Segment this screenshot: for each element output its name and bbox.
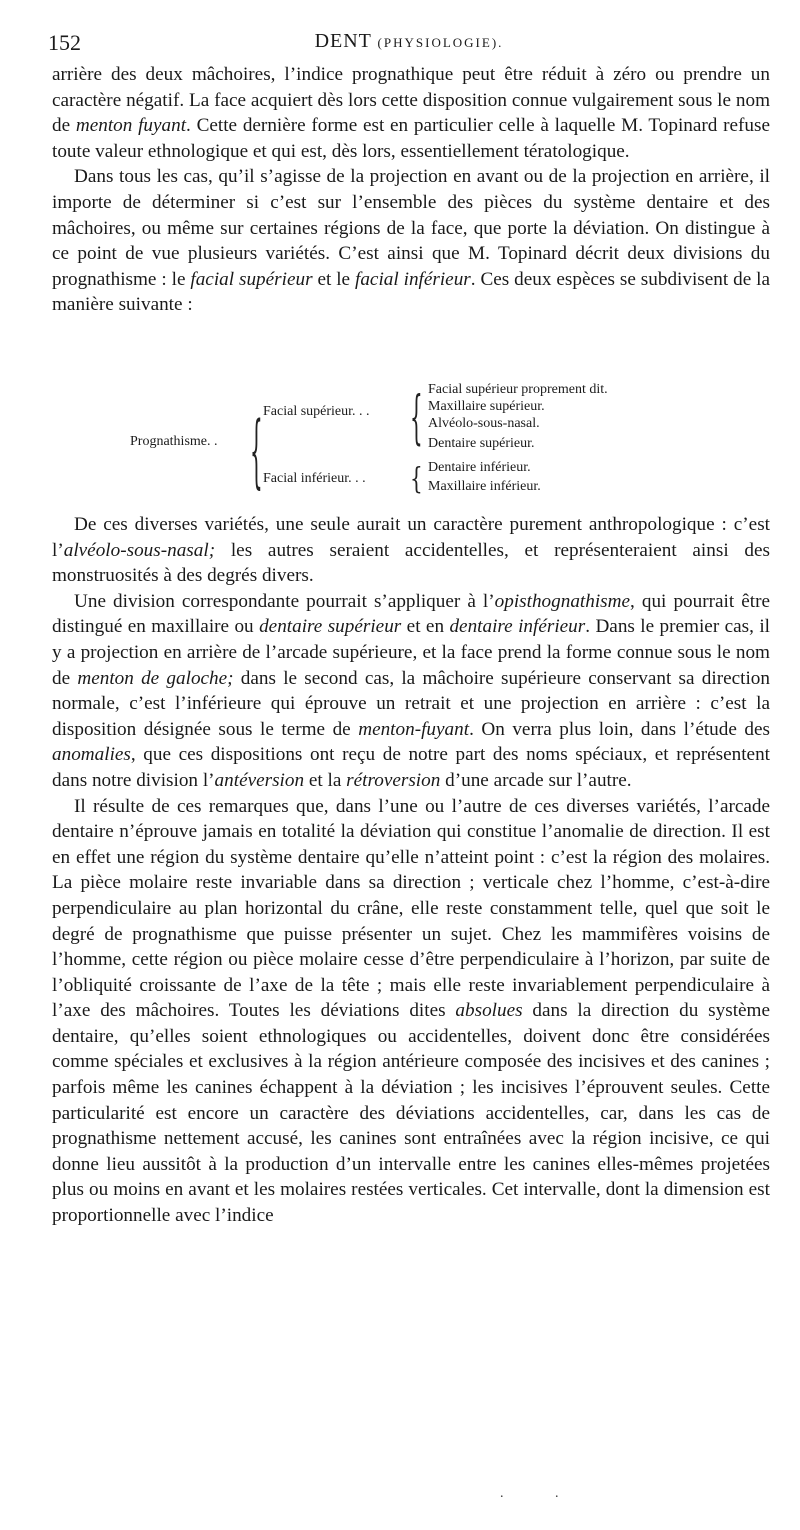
paragraph-2 (52, 164, 770, 318)
text-block-bottom (52, 512, 770, 1229)
page-number: 152 (48, 30, 81, 55)
classification-lower-item-2: Maxillaire inférieur. (428, 479, 541, 494)
classification-upper-label: Facial supérieur. . . (263, 404, 370, 419)
text-run: arrière des deux mâchoires, l’indice prognathique peut être réduit à zéro ou prendre un caractère négatif. La face acquiert dès lors cette disposition connue vulgairement sous le nom de (52, 64, 770, 137)
text-run: . Ces deux espèces se subdivisent de la manière suivante : (52, 268, 771, 316)
italic-term: alvéolo-sous-nasal; (63, 539, 216, 561)
text-run: dans le second cas, la mâchoire supérieure conservant sa direction normale, c’est l’inférieure qui éprouve un retrait et une projection en arrière : c’est la disposition désignée sous le terme de (52, 667, 770, 740)
text-run: . On verra plus loin, dans l’étude des (469, 718, 770, 740)
italic-term: rétroversion (346, 769, 441, 791)
italic-term: dentaire supérieur (259, 616, 402, 638)
text-run: d’une arcade sur l’autre. (440, 769, 632, 791)
paragraph-4 (52, 589, 770, 794)
italic-term: menton de galoche; (77, 667, 234, 689)
brace-lower: { (410, 460, 423, 496)
footer-marks: . . (500, 1486, 583, 1501)
text-run: Une division correspondante pourrait s’appliquer à l’ (74, 590, 495, 612)
text-run: les autres seraient accidentelles, et représenteraient ainsi des monstruosités à des degrés divers. (52, 539, 770, 587)
paragraph-5 (52, 794, 770, 1229)
running-head (48, 30, 770, 53)
running-head-title: DENT (314, 30, 372, 52)
text-run: Dans tous les cas, qu’il s’agisse de la projection en avant ou de la projection en arrière, il importe de déterminer si c’est sur l’ensemble des pièces du système dentaire et des mâchoires, ou même sur certaines régions de la face, que porte la déviation. On distingue à ce point de vue plusieurs variétés. C’est ainsi que M. Topinard décrit deux divisions du prognathisme : le (52, 166, 770, 290)
text-run: . Dans le premier cas, il y a projection en arrière de l’arcade supérieure, et la face prend la forme connue sous le nom de (52, 616, 770, 689)
paragraph-1 (52, 62, 770, 164)
italic-term: dentaire inférieur (449, 616, 586, 638)
text-run: et en (401, 616, 450, 638)
italic-term: facial inférieur (355, 268, 471, 290)
classification-lower-label: Facial inférieur. . . (263, 471, 366, 486)
text-run: , qui pourrait être distingué en maxillaire ou (52, 590, 770, 638)
page-header (48, 30, 770, 58)
text-run: Il résulte de ces remarques que, dans l’une ou l’autre de ces diverses variétés, l’arcade dentaire n’éprouve jamais en totalité la déviation qui constitue l’anomalie de direction. Il est en effet une région du système dentaire qu’elle n’atteint point : c’est la région des molaires. La pièce molaire reste invariable dans sa direction ; verticale chez l’homme, c’est-à-dire perpendiculaire au plan horizontal du crâne, elle reste constamment telle, quel que soit le degré de prognathisme que puisse présenter un sujet. Chez les mammifères voisins de l’homme, cette région ou pièce molaire cesse d’être perpendiculaire à l’horizon, par suite de l’obliquité croissante de l’axe de la tête ; mais elle reste invariablement perpendiculaire à l’axe des mâchoires. Toutes les déviations dites (52, 795, 770, 1022)
italic-term: absolues (455, 1000, 523, 1022)
classification-scheme (0, 378, 800, 500)
text-block-top (52, 62, 770, 318)
brace-root: { (250, 402, 263, 498)
text-run: dans la direction du système dentaire, qu’elles soient ethnologiques ou accidentelles, doivent donc être considérées comme spéciales et exclusives à la région antérieure composée des incisives et des canines ; parfois même les canines échappent à la déviation ; les incisives l’éprouvent seules. Cette particularité est encore un caractère des déviations accidentelles, car, dans les cas de prognathisme nettement accusé, les canines sont entraînées avec la région incisive, ce qui donne lieu aussitôt à la production d’un intervalle entre les canines elles-mêmes projetées plus ou moins en avant et les molaires restées verticales. Cet intervalle, dont la dimension est proportionnelle avec l’indice (52, 1000, 771, 1227)
classification-upper-item-4: Dentaire supérieur. (428, 436, 535, 451)
paragraph-3 (52, 512, 770, 589)
classification-root: Prognathisme. . (130, 434, 218, 449)
classification-upper-item-2: Maxillaire supérieur. (428, 399, 545, 414)
text-run: et la (304, 769, 347, 791)
running-head-subtitle: (PHYSIOLOGIE). (377, 35, 504, 50)
italic-term: antéversion (214, 769, 305, 791)
italic-term: facial supérieur (190, 268, 313, 290)
classification-upper-item-1: Facial supérieur proprement dit. (428, 382, 608, 397)
italic-term: anomalies (52, 744, 131, 766)
text-run: . Cette dernière forme est en particulier celle à laquelle M. Topinard refuse toute valeur ethnologique et qui est, dès lors, essentiellement tératologique. (52, 115, 770, 162)
italic-term: menton fuyant (75, 115, 187, 137)
classification-upper-item-3: Alvéolo-sous-nasal. (428, 416, 540, 431)
italic-term: opisthognathisme (494, 590, 631, 612)
text-run: et le (312, 268, 355, 290)
italic-term: menton-fuyant (358, 718, 470, 740)
text-run: , que ces dispositions ont reçu de notre part des noms spéciaux, et représentent dans notre division l’ (52, 744, 770, 791)
classification-lower-item-1: Dentaire inférieur. (428, 460, 531, 475)
brace-upper: { (410, 382, 423, 452)
text-run: De ces diverses variétés, une seule aurait un caractère purement anthropologique : c’est l’ (52, 514, 770, 561)
